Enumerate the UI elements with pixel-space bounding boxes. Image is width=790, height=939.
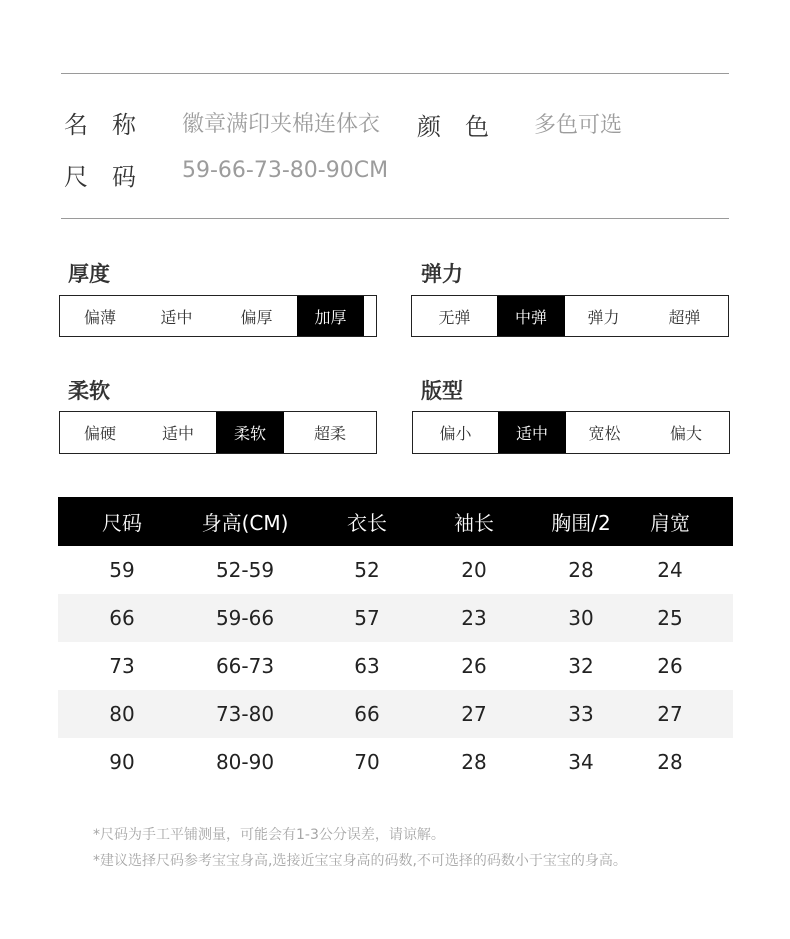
top-divider <box>61 73 729 74</box>
cell-sleeve: 26 <box>461 654 487 678</box>
cell-shoulder: 25 <box>657 606 683 630</box>
softness-selector <box>59 411 377 454</box>
cell-size: 59 <box>109 558 135 582</box>
cell-sleeve: 23 <box>461 606 487 630</box>
fit-selector <box>412 411 730 454</box>
cell-size: 90 <box>109 750 135 774</box>
cell-size: 66 <box>109 606 135 630</box>
softness-option-super-soft: 超柔 <box>313 424 346 443</box>
thickness-selector <box>59 295 377 337</box>
elasticity-option-super: 超弹 <box>668 307 701 327</box>
header-size: 尺码 <box>102 511 142 535</box>
size-label: 尺 码 <box>64 163 136 191</box>
cell-sleeve: 20 <box>461 558 487 582</box>
cell-length: 63 <box>354 654 380 678</box>
thickness-option-thin: 偏薄 <box>83 307 116 327</box>
header-length: 衣长 <box>347 511 387 535</box>
fit-option-large: 偏大 <box>669 424 702 443</box>
fit-option-loose: 宽松 <box>588 424 621 443</box>
thickness-option-thick: 偏厚 <box>240 307 273 327</box>
cell-length: 66 <box>354 702 380 726</box>
header-shoulder: 肩宽 <box>650 511 690 535</box>
color-value: 多色可选 <box>534 113 623 138</box>
cell-chest: 30 <box>568 606 594 630</box>
header-chest: 胸围/2 <box>551 511 611 535</box>
thickness-option-extra-thick: 加厚 <box>297 296 364 336</box>
elasticity-option-stretch: 弹力 <box>587 307 620 327</box>
cell-length: 52 <box>354 558 380 582</box>
size-advice-note: *建议选择尺码参考宝宝身高,选接近宝宝身高的码数,不可选择的码数小于宝宝的身高。 <box>93 853 627 869</box>
table-row <box>58 690 733 738</box>
size-value: 59-66-73-80-90CM <box>182 158 389 183</box>
thickness-option-medium: 适中 <box>160 307 193 327</box>
fit-option-regular: 适中 <box>498 412 566 453</box>
table-row <box>58 738 733 786</box>
color-label: 颜 色 <box>417 113 489 141</box>
middle-divider <box>61 218 729 219</box>
cell-length: 70 <box>354 750 380 774</box>
cell-height: 73-80 <box>215 702 275 726</box>
cell-size: 80 <box>109 702 135 726</box>
elasticity-title: 弹力 <box>421 262 463 286</box>
thickness-title: 厚度 <box>68 262 110 286</box>
cell-shoulder: 26 <box>657 654 683 678</box>
cell-shoulder: 28 <box>657 750 683 774</box>
elasticity-option-none: 无弹 <box>438 307 471 327</box>
cell-height: 66-73 <box>215 654 275 678</box>
cell-shoulder: 24 <box>657 558 683 582</box>
name-label: 名 称 <box>64 111 136 139</box>
elasticity-option-medium: 中弹 <box>497 296 565 336</box>
header-sleeve: 袖长 <box>454 511 494 535</box>
header-height: 身高(CM) <box>201 511 289 535</box>
table-header <box>58 497 733 546</box>
cell-height: 80-90 <box>215 750 275 774</box>
fit-option-small: 偏小 <box>439 424 472 443</box>
cell-chest: 32 <box>568 654 594 678</box>
cell-height: 59-66 <box>215 606 275 630</box>
cell-length: 57 <box>354 606 380 630</box>
cell-chest: 33 <box>568 702 594 726</box>
softness-title: 柔软 <box>68 379 110 403</box>
elasticity-selector <box>411 295 729 337</box>
cell-sleeve: 28 <box>461 750 487 774</box>
measurement-note: *尺码为手工平铺测量，可能会有1-3公分误差，请谅解。 <box>93 827 445 843</box>
name-value: 徽章满印夹棉连体衣 <box>182 112 381 137</box>
cell-chest: 34 <box>568 750 594 774</box>
table-row <box>58 594 733 642</box>
fit-title: 版型 <box>421 379 463 403</box>
cell-height: 52-59 <box>215 558 275 582</box>
softness-option-medium: 适中 <box>161 424 194 443</box>
cell-shoulder: 27 <box>657 702 683 726</box>
cell-size: 73 <box>109 654 135 678</box>
softness-option-stiff: 偏硬 <box>83 424 116 443</box>
table-row <box>58 546 733 594</box>
cell-chest: 28 <box>568 558 594 582</box>
softness-option-soft: 柔软 <box>216 412 284 453</box>
cell-sleeve: 27 <box>461 702 487 726</box>
size-table <box>58 497 733 786</box>
table-row <box>58 642 733 690</box>
